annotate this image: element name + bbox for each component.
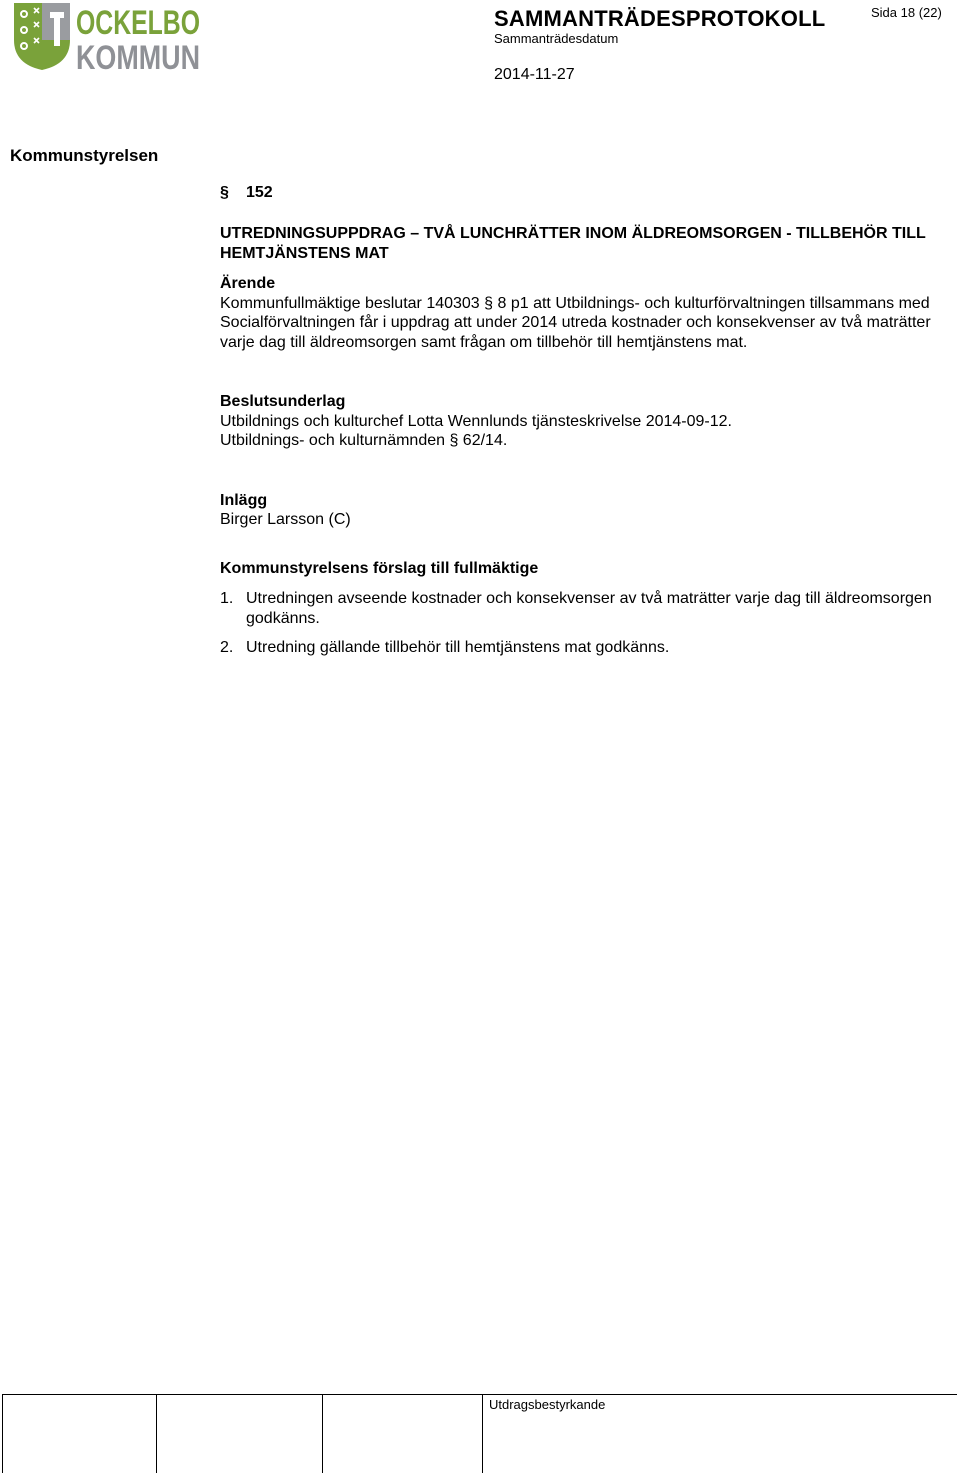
signature-cell [322, 1395, 323, 1473]
list-item-text: Utredning gällande tillbehör till hemtjänstens mat godkänns. [246, 639, 670, 656]
beslutsunderlag-heading: Beslutsunderlag [220, 393, 346, 410]
beslutsunderlag-line: Utbildnings och kulturchef Lotta Wennlunds tjänsteskrivelse 2014-09-12. [220, 412, 732, 430]
meeting-date: 2014-11-27 [494, 66, 575, 83]
signature-table [2, 1394, 957, 1473]
document-title: SAMMANTRÄDESPROTOKOLL [494, 6, 826, 31]
beslutsunderlag-line: Utbildnings- och kulturnämnden § 62/14. [220, 432, 508, 449]
list-item [220, 589, 940, 628]
meeting-date-label: Sammanträdesdatum [494, 31, 619, 46]
signature-cell [482, 1395, 483, 1473]
extract-certification-label: Utdragsbestyrkande [489, 1397, 606, 1412]
subject-heading: UTREDNINGSUPPDRAG – TVÅ LUNCHRÄTTER INOM ÄLDREOMSORGEN - TILLBEHÖR TILL HEMTJÄNSTENS MAT [220, 225, 926, 262]
paragraph-value: 152 [246, 184, 273, 201]
inlagg-text: Birger Larsson (C) [220, 511, 351, 528]
inlagg-heading: Inlägg [220, 491, 268, 509]
arende-text: Kommunfullmäktige beslutar 140303 § 8 p1 att Utbildnings- och kulturförvaltningen tillsammans med Socialförvaltningen får i uppdrag att under 2014 utreda kostnader och konsekvenser av två maträtter varje dag till äldreomsorgen samt frågan om tillbehör till hemtjänstens mat. [220, 294, 931, 351]
protocol-body [220, 224, 940, 668]
municipality-logo [10, 0, 202, 77]
list-item-text: Utredningen avseende kostnader och konsekvenser av två maträtter varje dag till äldreomsorgen godkänns. [246, 590, 932, 627]
paragraph-symbol: § [220, 184, 229, 201]
committee-name: Kommunstyrelsen [10, 146, 159, 165]
list-item-number: 2. [220, 639, 234, 656]
page-number: Sida 18 (22) [871, 5, 942, 20]
signature-cell [2, 1395, 3, 1473]
paragraph-number [220, 184, 273, 202]
forslag-heading: Kommunstyrelsens förslag till fullmäktige [220, 559, 539, 577]
arende-heading: Ärende [220, 275, 276, 292]
list-item-number: 1. [220, 590, 234, 607]
signature-cell [156, 1395, 157, 1473]
logo-line-1: OCKELBO [76, 4, 200, 42]
logo-line-2: KOMMUN [76, 39, 200, 77]
list-item [220, 638, 940, 658]
decision-list [220, 589, 940, 658]
